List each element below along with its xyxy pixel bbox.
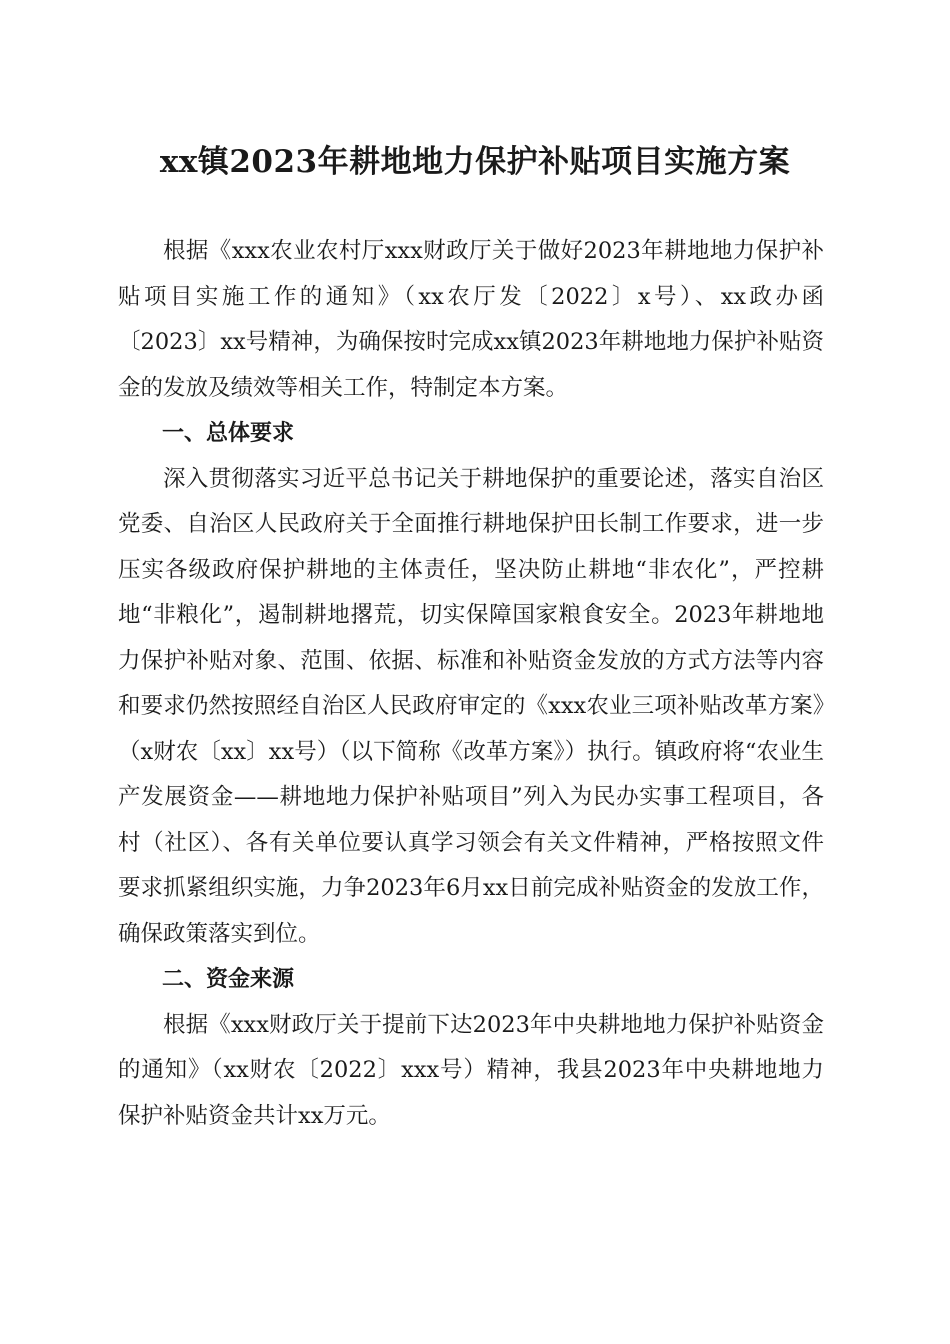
- section-body-general-requirements: 深入贯彻落实习近平总书记关于耕地保护的重要论述，落实自治区党委、自治区人民政府关于全面推行耕地保护田长制工作要求，进一步压实各级政府保护耕地的主体责任，坚决防止耕地“非农化”，严控耕地“非粮化”，遏制耕地撂荒，切实保障国家粮食安全。2023年耕地地力保护补贴对象、范围、依据、标准和补贴资金发放的方式方法等内容和要求仍然按照经自治区人民政府审定的《xxx农业三项补贴改革方案》（x财农〔xx〕xx号）（以下简称《改革方案》）执行。镇政府将“农业生产发展资金——耕地地力保护补贴项目”列入为民办实事工程项目，各村（社区）、各有关单位要认真学习领会有关文件精神，严格按照文件要求抓紧组织实施，力争2023年6月xx日前完成补贴资金的发放工作，确保政策落实到位。: [118, 465, 824, 947]
- document-title: xx镇2023年耕地地力保护补贴项目实施方案: [159, 144, 791, 180]
- section-body-funding-source: 根据《xxx财政厅关于提前下达2023年中央耕地地力保护补贴资金的通知》（xx财农〔2022〕xxx号）精神，我县2023年中央耕地地力保护补贴资金共计xx万元。: [118, 1011, 824, 1129]
- section-heading-funding-source: 二、资金来源: [162, 967, 295, 992]
- intro-paragraph: 根据《xxx农业农村厅xxx财政厅关于做好2023年耕地地力保护补贴项目实施工作的通知》（xx农厅发〔2022〕x号）、xx政办函〔2023〕xx号精神，为确保按时完成xx镇2023年耕地地力保护补贴资金的发放及绩效等相关工作，特制定本方案。: [118, 238, 824, 401]
- section-heading-general-requirements: 一、总体要求: [162, 421, 295, 446]
- document-body: [118, 229, 824, 1139]
